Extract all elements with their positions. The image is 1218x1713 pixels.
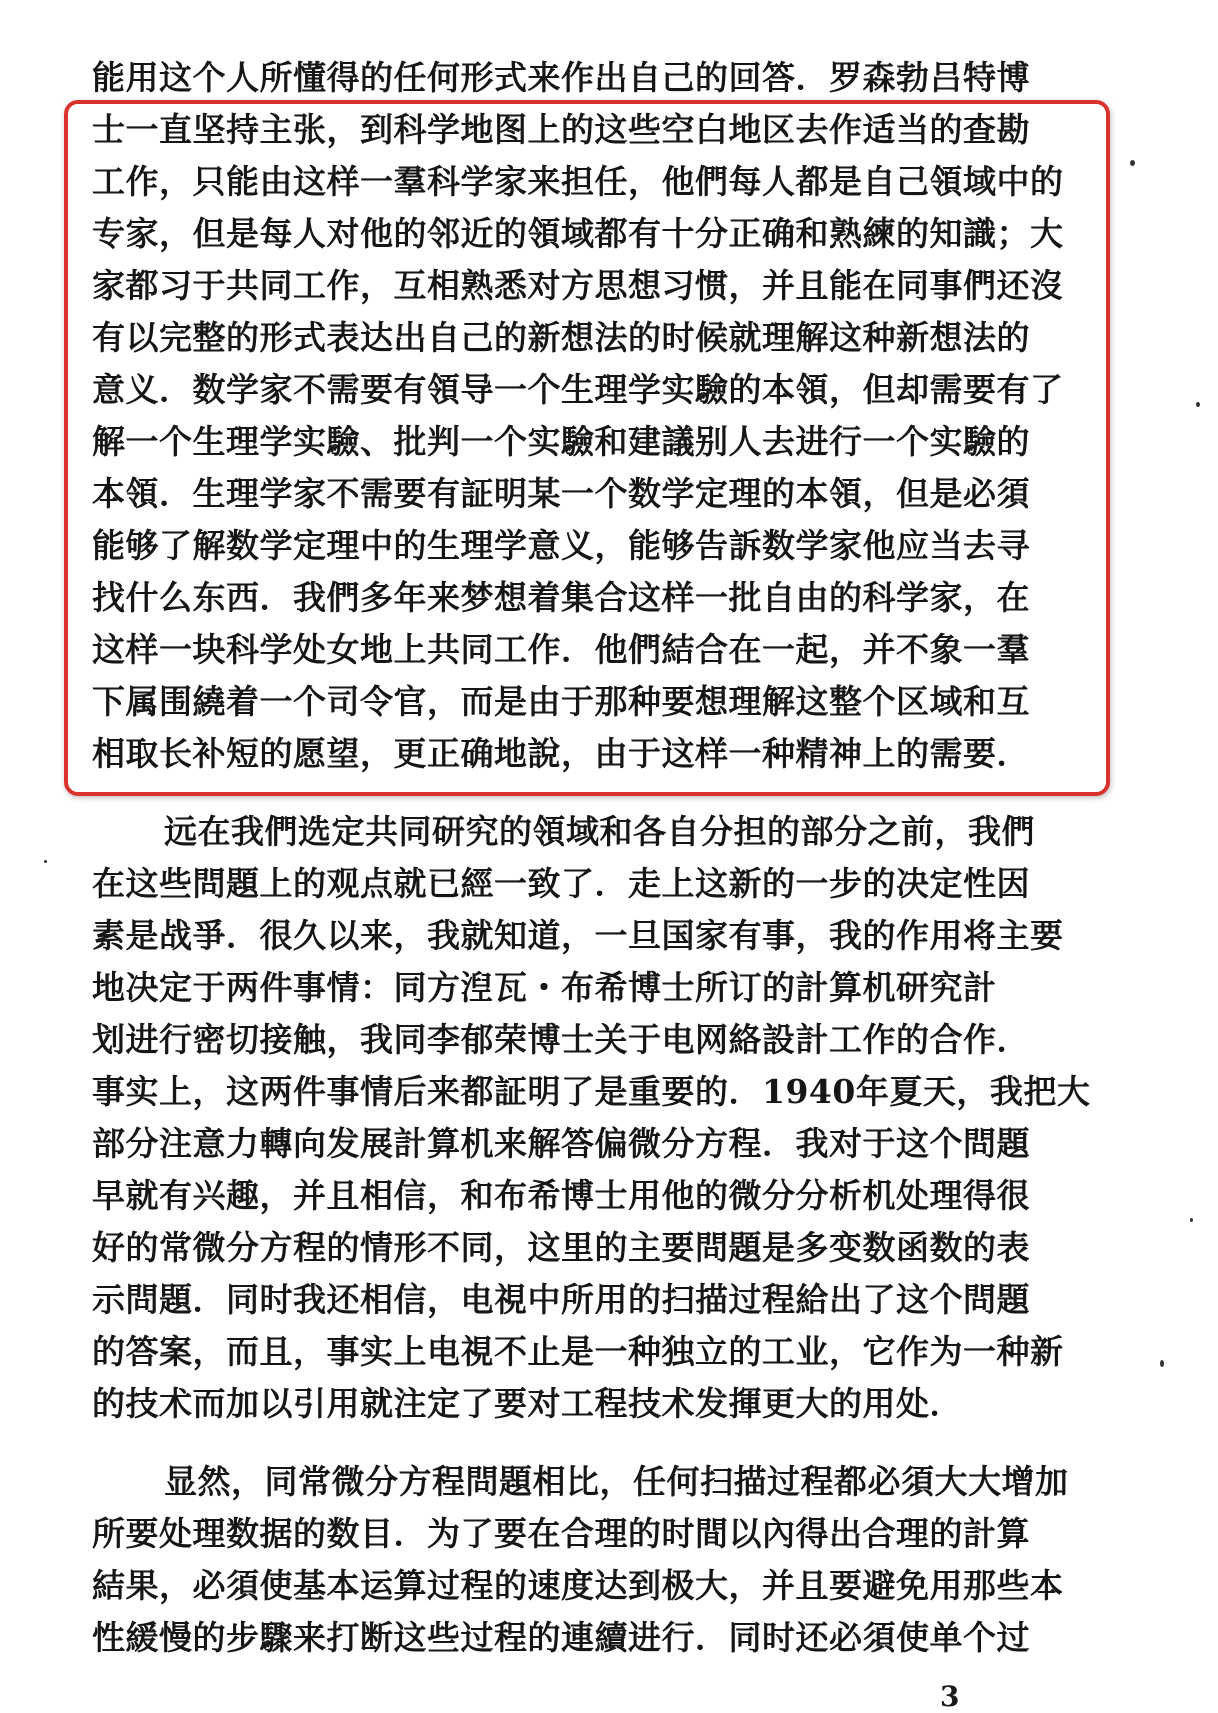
highlighted-line: 这样一块科学处女地上共同工作．他們結合在一起，并不象一羣: [92, 630, 1030, 669]
highlighted-line: 下属围繞着一个司令官，而是由于那种要想理解这整个区域和互: [92, 682, 1030, 721]
highlighted-line: 能够了解数学定理中的生理学意义，能够告訴数学家他应当去寻: [92, 526, 1030, 565]
text-line: 部分注意力轉向发展計算机来解答偏微分方程．我对于这个問題: [92, 1124, 1030, 1163]
text-line: 素是战爭．很久以来，我就知道，一旦国家有事，我的作用将主要: [92, 916, 1064, 955]
highlighted-line: 本領．生理学家不需要有証明某一个数学定理的本領，但是必須: [92, 474, 1030, 513]
highlighted-line: 解一个生理学实驗、批判一个实驗和建議别人去进行一个实驗的: [92, 422, 1030, 461]
text-line: 划进行密切接触，我同李郁荣博士关于电网絡設計工作的合作．: [92, 1020, 1030, 1059]
highlighted-line: 家都习于共同工作，互相熟悉对方思想习惯，并且能在同事們还沒: [92, 266, 1064, 305]
text-line: 好的常微分方程的情形不同，这里的主要問題是多变数函数的表: [92, 1228, 1030, 1267]
highlighted-line: 士一直坚持主张，到科学地图上的这些空白地区去作适当的查勘: [92, 110, 1030, 149]
text-line: 地决定于两件事情：同方湼瓦・布希博士所订的計算机研究計: [92, 968, 997, 1007]
paragraph-start-line: 显然，同常微分方程問題相比，任何扫描过程都必須大大增加: [164, 1462, 1069, 1501]
scan-speck: [1190, 1218, 1193, 1222]
scan-speck: [1160, 1360, 1164, 1367]
highlighted-line: 有以完整的形式表达出自己的新想法的时候就理解这种新想法的: [92, 318, 1030, 357]
highlighted-line: 专家，但是每人对他的邻近的領域都有十分正确和熟練的知識；大: [92, 214, 1064, 253]
text-line: 能用这个人所懂得的任何形式来作出自己的回答．罗森勃吕特博: [92, 58, 1030, 97]
text-line: 結果，必須使基本运算过程的速度达到极大，并且要避免用那些本: [92, 1566, 1064, 1605]
scan-speck: [44, 860, 47, 863]
text-line: 在这些問題上的观点就已經一致了．走上这新的一步的决定性因: [92, 864, 1030, 903]
text-line: 早就有兴趣，并且相信，和布希博士用他的微分分析机处理得很: [92, 1176, 1030, 1215]
highlighted-line: 意义．数学家不需要有領导一个生理学实驗的本領，但却需要有了: [92, 370, 1064, 409]
scan-speck: [1196, 402, 1200, 407]
highlighted-line: 工作，只能由这样一羣科学家来担任，他們每人都是自己領域中的: [92, 162, 1064, 201]
page-number: 3: [940, 1680, 974, 1713]
text-line: 性緩慢的步驟来打断这些过程的連續进行．同时还必須使单个过: [92, 1618, 1030, 1657]
paragraph-start-line: 远在我們选定共同研究的領域和各自分担的部分之前，我們: [164, 812, 1035, 851]
text-line: 示問題．同时我还相信，电視中所用的扫描过程給出了这个問題: [92, 1280, 1030, 1319]
scan-speck: [1130, 160, 1135, 166]
text-line: 的技术而加以引用就注定了要对工程技术发揮更大的用处．: [92, 1384, 963, 1423]
text-line: 事实上，这两件事情后来都証明了是重要的．1940年夏天，我把大: [92, 1072, 1091, 1111]
text-line: 的答案，而且，事实上电視不止是一种独立的工业，它作为一种新: [92, 1332, 1064, 1371]
highlighted-line: 找什么东西．我們多年来梦想着集合这样一批自由的科学家，在: [92, 578, 1030, 617]
text-line: 所要处理数据的数目．为了要在合理的时間以內得出合理的計算: [92, 1514, 1030, 1553]
highlighted-line: 相取长补短的愿望，更正确地說，由于这样一种精神上的需要．: [92, 734, 1030, 773]
